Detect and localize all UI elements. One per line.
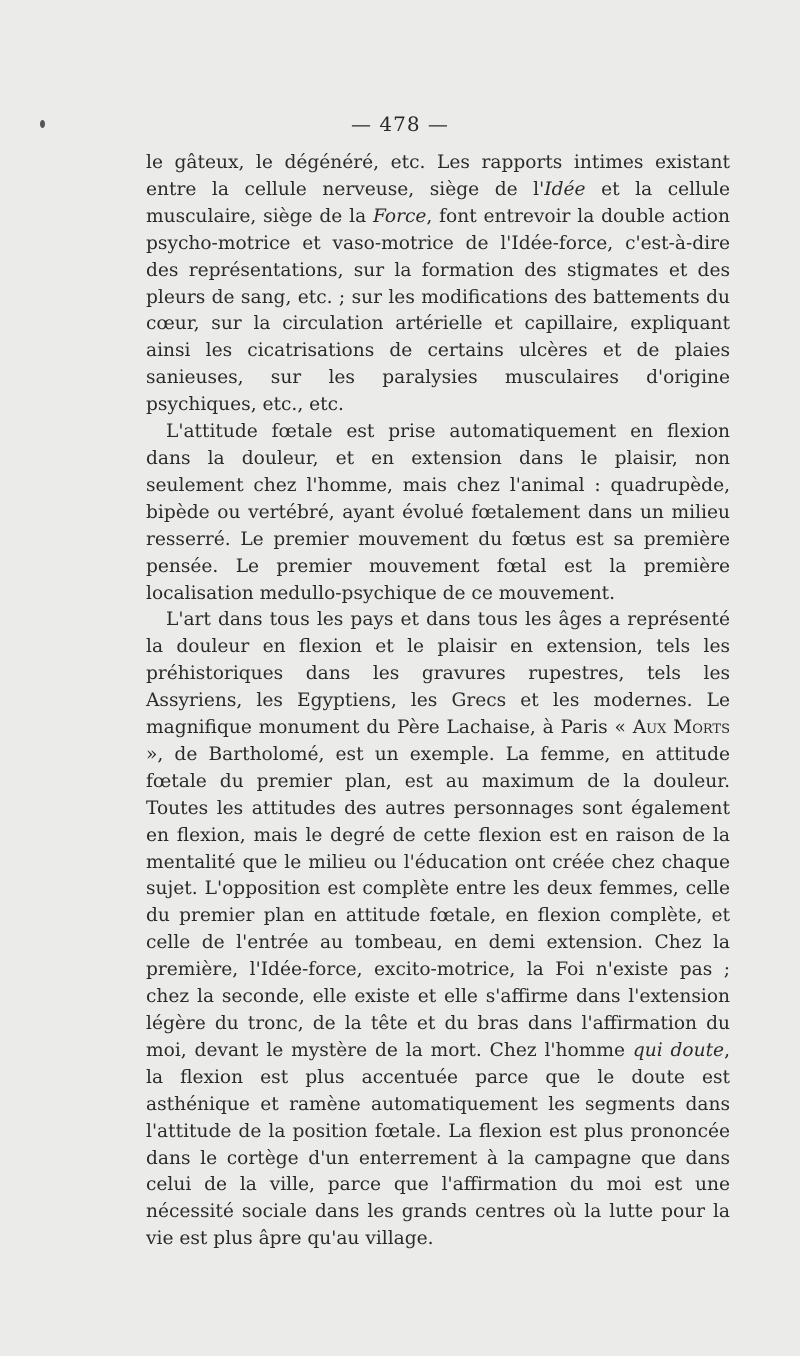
paragraph-1 xyxy=(146,150,730,419)
paragraph-3-text-c: , la flexion est plus accentuée parce que le doute est asthénique et ramène automatiquement les segments dans l'attitude de la position fœtale. La flexion est plus prononcée dans le cortège d'un enterrement à la campagne que dans celui de la ville, parce que l'affirmation du moi est une nécessité sociale dans les grands centres où la lutte pour la vie est plus âpre qu'au village. xyxy=(146,1039,730,1250)
monument-name: Aux Morts xyxy=(632,717,730,739)
emphasis-force: Force xyxy=(373,205,427,227)
emphasis-qui-doute: qui doute xyxy=(632,1039,725,1061)
paragraph-1-text-c: , font entrevoir la double action psycho-motrice et vaso-motrice de l'Idée-force, c'est-à-dire des représentations, sur la formation des stigmates et des pleurs de sang, etc. ; sur les modifications des battements du cœur, sur la circulation artérielle et capillaire, expliquant ainsi les cicatrisations de certains ulcères et de plaies sanieuses, sur les paralysies musculaires d'origine psychiques, etc., etc. xyxy=(146,205,730,416)
paragraph-3 xyxy=(146,607,730,1253)
page-number: — 478 — xyxy=(351,112,449,136)
paragraph-3-text-a: L'art dans tous les pays et dans tous les âges a représenté la douleur en flexion et le plaisir en extension, tels les préhistoriques dans les gravures rupestres, tels les Assyriens, les Egyptiens, les Grecs et les modernes. Le magnifique monument du Père Lachaise, à Paris « xyxy=(146,609,730,739)
emphasis-idee: Idée xyxy=(544,178,586,200)
body-text xyxy=(146,150,730,1253)
paragraph-1-text-b: et la cellule musculaire, siège de la xyxy=(146,178,730,227)
paragraph-2: L'attitude fœtale est prise automatiquement en flexion dans la douleur, et en extension dans le plaisir, non seulement chez l'homme, mais chez l'animal : quadrupède, bipède ou vertébré, ayant évolué fœtalement dans un milieu resserré. Le premier mouvement du fœtus est sa première pensée. Le premier mouvement fœtal est la première localisation medullo-psychique de ce mouvement. xyxy=(146,421,730,604)
paragraph-1-text-a: le gâteux, le dégénéré, etc. Les rapports intimes existant entre la cellule nerveuse, siège de l' xyxy=(146,152,730,200)
paragraph-3-text-b: », de Bartholomé, est un exemple. La femme, en attitude fœtale du premier plan, est au maximum de la douleur. Toutes les attitudes des autres personnages sont également en flexion, mais le degré de cette flexion est en raison de la mentalité que le milieu ou l'éducation ont créée chez chaque sujet. L'opposition est complète entre les deux femmes, celle du premier plan en attitude fœtale, en flexion complète, et celle de l'entrée au tombeau, en demi extension. Chez la première, l'Idée-force, excito-motrice, la Foi n'existe pas ; chez la seconde, elle existe et elle s'affirme dans l'extension légère du tronc, de la tête et du bras dans l'affirmation du moi, devant le mystère de la mort. Chez l'homme xyxy=(146,743,730,1061)
